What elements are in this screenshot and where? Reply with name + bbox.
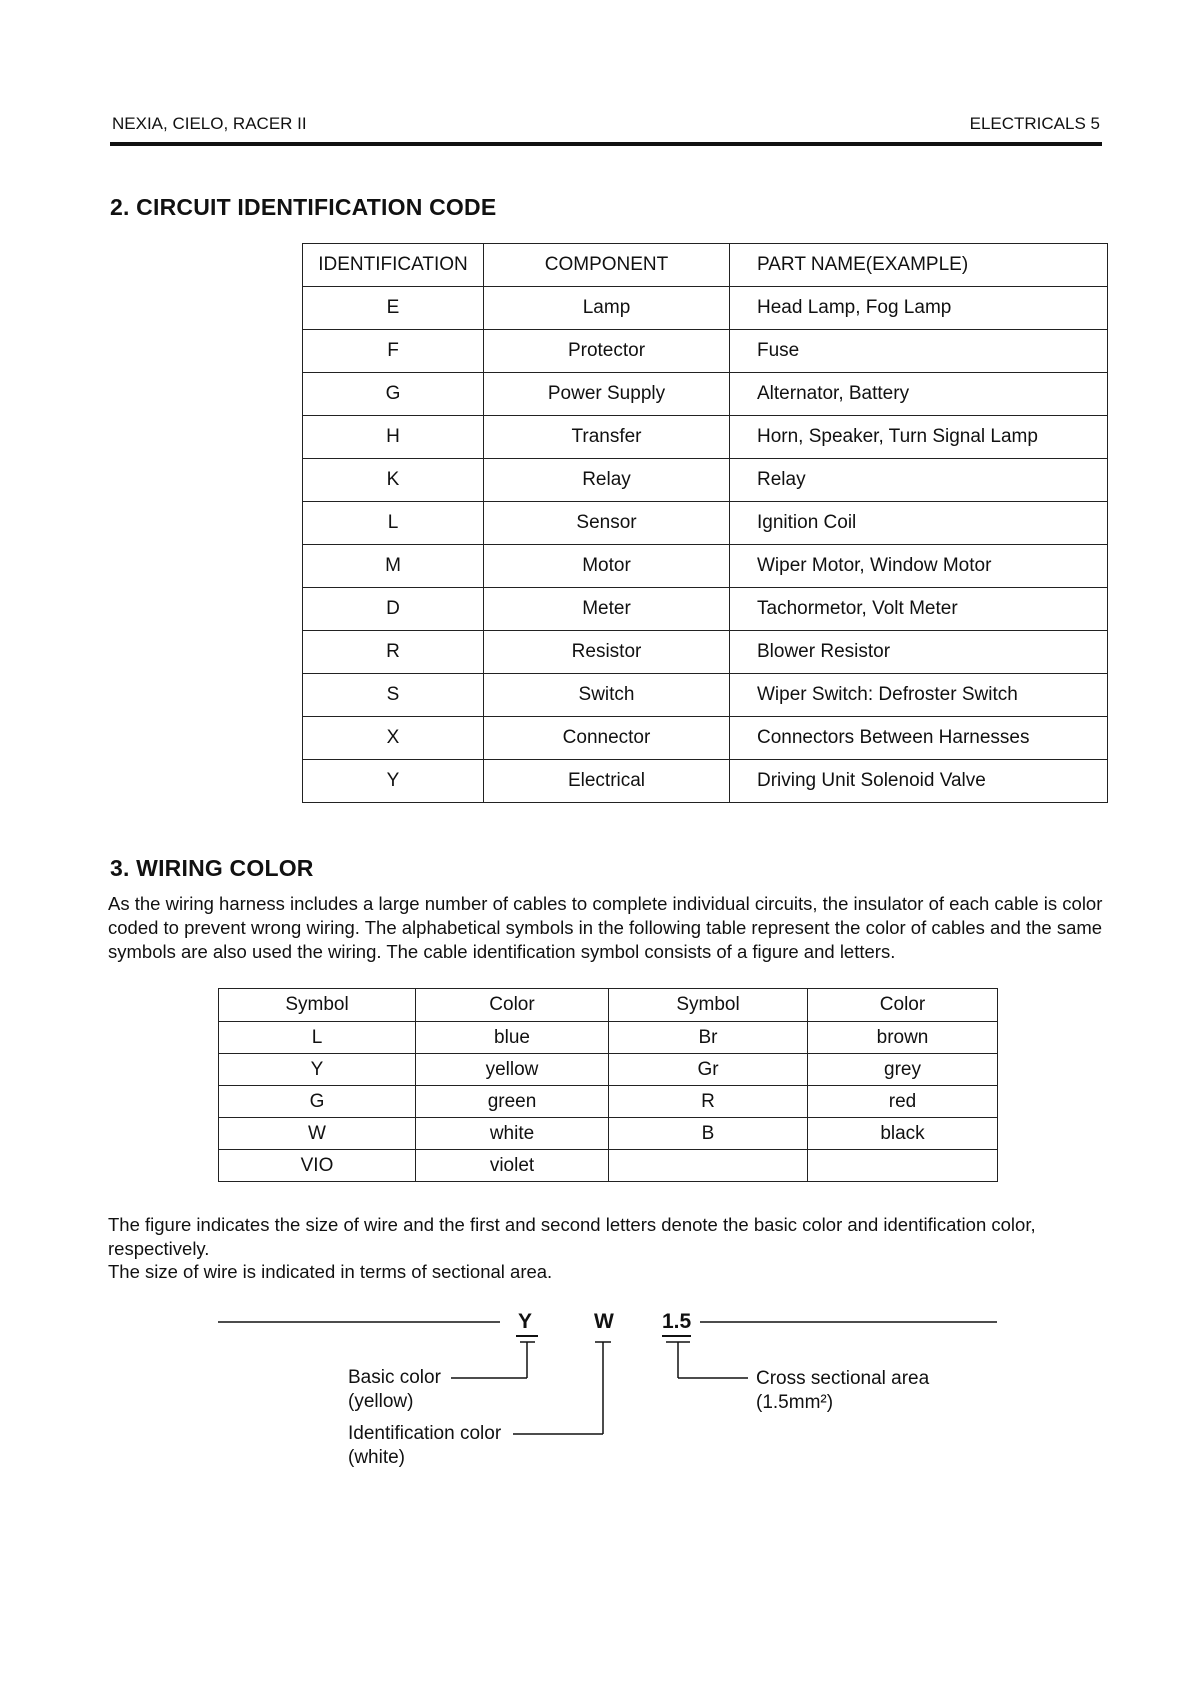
id-cell: Y (303, 760, 484, 803)
wiring-intro-paragraph: As the wiring harness includes a large number of cables to complete individual circuits, the insulator of each cable is color coded to prevent wrong wiring. The alphabetical symbols in the following table represent the color of cables and the same symbols are also used the wiring. The cable identification symbol consists of a figure and letters. (108, 893, 1103, 962)
id-cell: G (303, 373, 484, 416)
section-2-title: 2. CIRCUIT IDENTIFICATION CODE (110, 194, 497, 220)
table-row (219, 1022, 998, 1054)
component-cell: Meter (484, 588, 730, 631)
part-name-cell: Tachormetor, Volt Meter (730, 588, 1108, 631)
color-cell: black (808, 1118, 998, 1150)
ident-color-sub: (white) (348, 1447, 406, 1468)
table-row (303, 502, 1108, 545)
symbol-cell: Y (219, 1054, 416, 1086)
code-ident-letter: W (594, 1310, 614, 1333)
wiring-color-table (218, 988, 998, 1182)
header-left: NEXIA, CIELO, RACER II (112, 114, 307, 133)
symbol-cell (609, 1150, 808, 1182)
table-row (219, 1150, 998, 1182)
ident-color-label: Identification color (348, 1423, 502, 1444)
part-name-cell: Driving Unit Solenoid Valve (730, 760, 1108, 803)
wire-explanation-paragraph: The figure indicates the size of wire and the first and second letters denote the basic color and identification color, respectively. (108, 1214, 1036, 1259)
table-row (303, 588, 1108, 631)
column-header: PART NAME(EXAMPLE) (730, 244, 1108, 287)
table-row (303, 674, 1108, 717)
color-cell: violet (416, 1150, 609, 1182)
column-header: Symbol (609, 989, 808, 1022)
component-cell: Transfer (484, 416, 730, 459)
symbol-cell: Br (609, 1022, 808, 1054)
symbol-cell: R (609, 1086, 808, 1118)
part-name-cell: Fuse (730, 330, 1108, 373)
column-header: Color (808, 989, 998, 1022)
section-3-title: 3. WIRING COLOR (110, 855, 314, 881)
component-cell: Resistor (484, 631, 730, 674)
color-cell: red (808, 1086, 998, 1118)
component-cell: Sensor (484, 502, 730, 545)
component-cell: Lamp (484, 287, 730, 330)
id-cell: F (303, 330, 484, 373)
column-header: Color (416, 989, 609, 1022)
table-row (219, 1086, 998, 1118)
color-cell: grey (808, 1054, 998, 1086)
header-rule (110, 142, 1102, 146)
symbol-cell: G (219, 1086, 416, 1118)
id-cell: K (303, 459, 484, 502)
basic-color-sub: (yellow) (348, 1391, 414, 1412)
table-row (303, 717, 1108, 760)
wire-size-note: The size of wire is indicated in terms of sectional area. (108, 1261, 553, 1282)
basic-color-label: Basic color (348, 1367, 441, 1388)
symbol-cell: VIO (219, 1150, 416, 1182)
cross-section-label: Cross sectional area (756, 1368, 930, 1389)
table-row (303, 459, 1108, 502)
table-header-row (303, 244, 1108, 287)
table-row (219, 1054, 998, 1086)
id-cell: L (303, 502, 484, 545)
table-row (303, 416, 1108, 459)
symbol-cell: L (219, 1022, 416, 1054)
part-name-cell: Relay (730, 459, 1108, 502)
table-row (303, 373, 1108, 416)
part-name-cell: Head Lamp, Fog Lamp (730, 287, 1108, 330)
color-cell: blue (416, 1022, 609, 1054)
code-size-number: 1.5 (662, 1310, 692, 1333)
table-row (303, 760, 1108, 803)
component-cell: Connector (484, 717, 730, 760)
part-name-cell: Wiper Motor, Window Motor (730, 545, 1108, 588)
symbol-cell: Gr (609, 1054, 808, 1086)
table-row (303, 631, 1108, 674)
part-name-cell: Ignition Coil (730, 502, 1108, 545)
component-cell: Relay (484, 459, 730, 502)
part-name-cell: Alternator, Battery (730, 373, 1108, 416)
part-name-cell: Blower Resistor (730, 631, 1108, 674)
symbol-cell: W (219, 1118, 416, 1150)
table-row (303, 287, 1108, 330)
id-cell: E (303, 287, 484, 330)
part-name-cell: Wiper Switch: Defroster Switch (730, 674, 1108, 717)
column-header: IDENTIFICATION (303, 244, 484, 287)
table-row (303, 330, 1108, 373)
id-cell: D (303, 588, 484, 631)
id-cell: H (303, 416, 484, 459)
cross-section-sub: (1.5mm²) (756, 1392, 834, 1413)
id-cell: S (303, 674, 484, 717)
id-cell: X (303, 717, 484, 760)
column-header: COMPONENT (484, 244, 730, 287)
symbol-cell: B (609, 1118, 808, 1150)
header-right: ELECTRICALS 5 (969, 114, 1100, 133)
color-cell (808, 1150, 998, 1182)
color-cell: green (416, 1086, 609, 1118)
column-header: Symbol (219, 989, 416, 1022)
id-cell: R (303, 631, 484, 674)
code-basic-letter: Y (518, 1310, 533, 1333)
color-cell: brown (808, 1022, 998, 1054)
part-name-cell: Horn, Speaker, Turn Signal Lamp (730, 416, 1108, 459)
table-header-row (219, 989, 998, 1022)
color-cell: yellow (416, 1054, 609, 1086)
component-cell: Switch (484, 674, 730, 717)
component-cell: Protector (484, 330, 730, 373)
part-name-cell: Connectors Between Harnesses (730, 717, 1108, 760)
component-cell: Electrical (484, 760, 730, 803)
circuit-identification-table (302, 243, 1108, 803)
id-cell: M (303, 545, 484, 588)
table-row (303, 545, 1108, 588)
color-cell: white (416, 1118, 609, 1150)
table-row (219, 1118, 998, 1150)
component-cell: Power Supply (484, 373, 730, 416)
component-cell: Motor (484, 545, 730, 588)
